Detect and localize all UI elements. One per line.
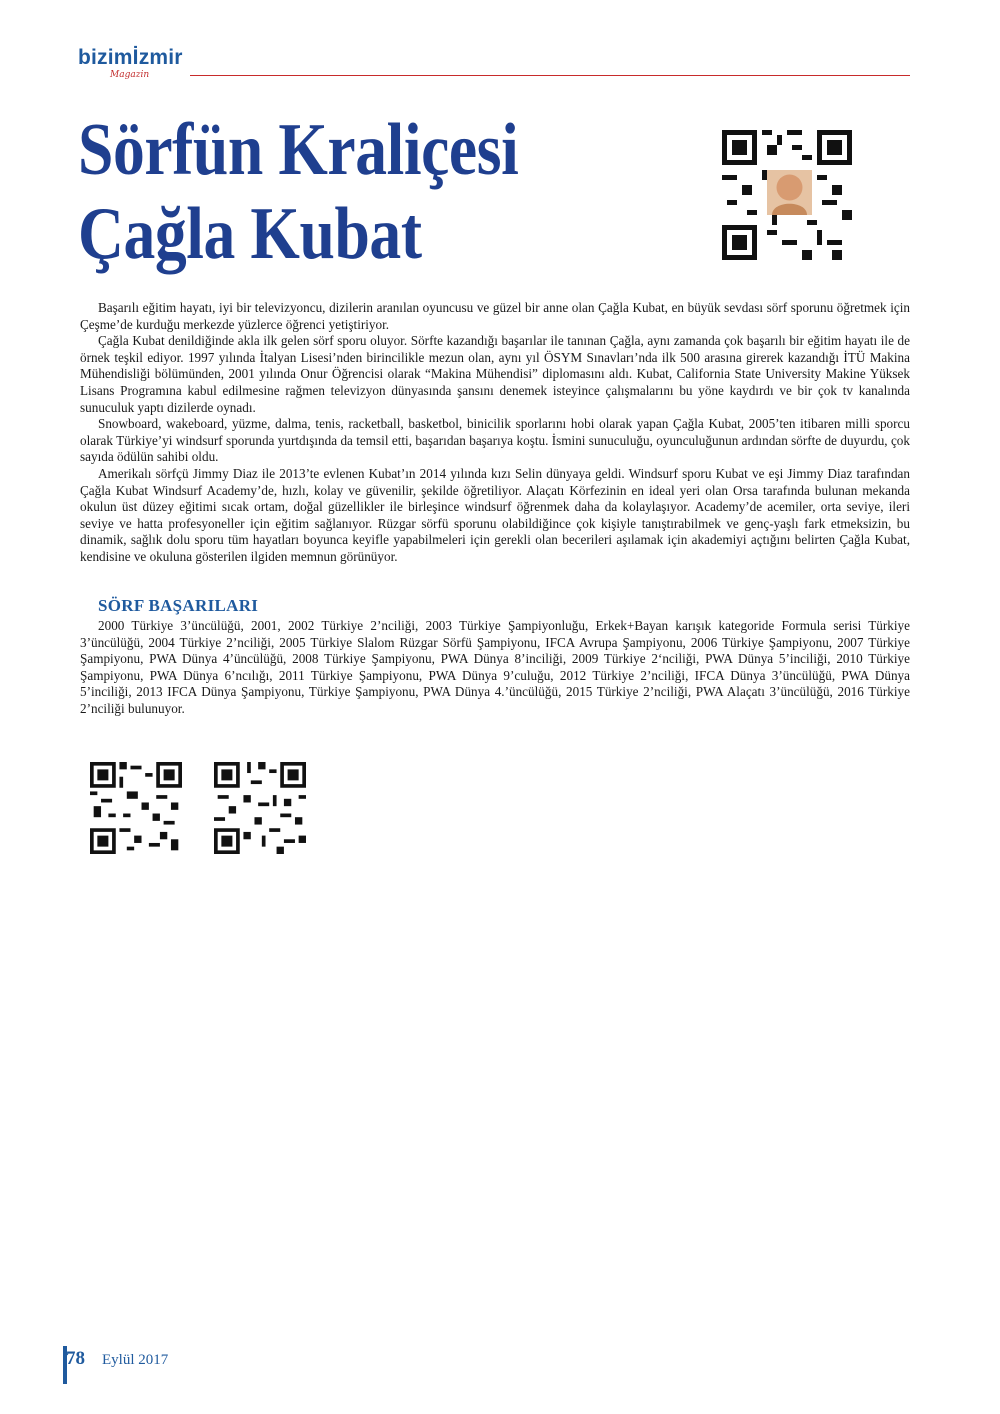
logo-text: bizimİzmir [78,46,183,69]
page-number: 78 [66,1348,85,1369]
logo-subtitle: Magazin [110,70,150,80]
header-divider [190,75,910,76]
paragraph: Amerikalı sörfçü Jimmy Diaz ile 2013’te evlenen Kubat’ın 2014 yılında kızı Selin dünyaya geldi. Windsurf sporu Kubat ve eşi Jimmy Diaz tarafından Çağla Kubat Windsurf Academy’de, hızlı, kolay ve güvenilir, şekilde öğretiliyor. Alaçatı Körfezinin en ideal yeri olan Orsa tarafında bulunan mekanda okulun üst düzey eğitimi sıcak ortam, doğal güzellikler ile birleşince windsurf öğrenmek daha da kolaylaşıyor. Academy’de acemiler, orta seviye, ileri seviye ve hatta profesyoneller için eğitim sağlanıyor. Rüzgar sörfü sporunu olabildiğince çok kişiyle tanıştırabilmek ve genç-yaşlı fark etmeksizin, bu dinamik, sağlık dolu sporu tüm hayatları boyunca keyifle yapabilmeleri için gerekli olan becerileri aşılamak için akademiyi açtığını belirten Çağla Kubat, kendisine ve okuluna gösterilen ilgiden memnun görünüyor. [80,465,910,564]
qr-code-right [214,762,306,854]
qr-code-icon[interactable] [722,130,852,260]
achievements-text [80,618,910,718]
qr-code-icon[interactable] [214,762,306,854]
article-body [80,300,910,566]
sail-number-label: ET-A01 [519,837,573,944]
paragraph: Çağla Kubat denildiğinde akla ilk gelen sörf sporu oluyor. Sörfte kazandığı başarılar ile tanınan Çağla, aynı zamanda çok başarılı bir eğitim hayatı ile de örnek teşkil ediyor. 1997 yılında İtalyan Lisesi’nden birincilikle mezun olan, aynı yıl ÖSYM Sınavları’nda ilk 500 arasına girerek kazandığı İTÜ Makina Mühendisliği bölümünden, 2001 yılında Onur Öğrencisi olarak “Makina Mühendisi” diplomasını aldı. Kubat, California State University Makine Yüksek Lisans Programına kabul edilmesine rağmen televizyon dünyasında şansını denemek isteyince çalışmalarını bu yöne kaydırdı ve bir çok tv kanalında sunuculuk yaptı dizilerde oynadı. [80,333,910,415]
paragraph: 2000 Türkiye 3’üncülüğü, 2001, 2002 Türkiye 2’nciliği, 2003 Türkiye Şampiyonluğu, Erkek+Bayan karışık kategoride Formula serisi Türkiye 3’üncülüğü, 2004 Türkiye 2’nciliği, 2005 Türkiye Slalom Rüzgar Sörfü Şampiyonu, IFCA Avrupa Şampiyonu, 2006 Türkiye Şampiyonu, 2007 Türkiye Şampiyonu, PWA Dünya 4’üncülüğü, 2008 Türkiye Şampiyonu, PWA Dünya 8’inciliği, 2009 Türkiye 2‘nciliği, PWA Dünya 5’inciliği, 2010 Türkiye Şampiyonu, PWA Dünya 6’ncılığı, 2011 Türkiye Şampiyonu, PWA Dünya 9’culuğu, 2012 Türkiye 2’nciliği, IFCA Dünya 3’üncülüğü, PWA Dünya 5’inciliği, 2013 IFCA Dünya Şampiyonu, Türkiye Şampiyonu, PWA Dünya 4.’üncülüğü, 2015 Türkiye 2’nciliği, PWA Alaçatı 3’üncülüğü, 2016 Türkiye 2’nciliği bulunuyor. [80,618,910,716]
title-line-2: Çağla Kubat [78,193,422,275]
section-heading: SÖRF BAŞARILARI [98,596,259,615]
paragraph: Snowboard, wakeboard, yüzme, dalma, tenis, racketball, basketbol, binicilik sporlarını hobi olarak yapan Çağla Kubat, 2005’ten itibaren milli sporcu olarak Türkiye’yi windsurf sporunda yurtdışında da temsil etti, başarıdan başarıya koştu. İsmini sunuculuğu, oyunculuğunun ardından sörfte de duyurdu, çok sayıda ödülün sahibi oldu. [80,416,910,465]
paragraph: Başarılı eğitim hayatı, iyi bir televizyoncu, dizilerin aranılan oyuncusu ve güzel bir anne olan Çağla Kubat, en büyük sevdası sörf sporunu öğretmek için Çeşme’de kurduğu merkezde yüzlerce öğrenci yetiştiriyor. [80,300,910,332]
windsurf-photo [0,620,1000,1336]
magazine-logo[interactable] [78,46,218,92]
article-title [78,108,611,276]
qr-code-left [90,762,182,854]
qr-code-top [722,130,852,260]
qr-code-icon[interactable] [90,762,182,854]
issue-date: Eylül 2017 [102,1352,169,1368]
title-line-1: Sörfün Kraliçesi [78,109,519,191]
sail-brand-label: STARBOARD [317,1084,433,1120]
